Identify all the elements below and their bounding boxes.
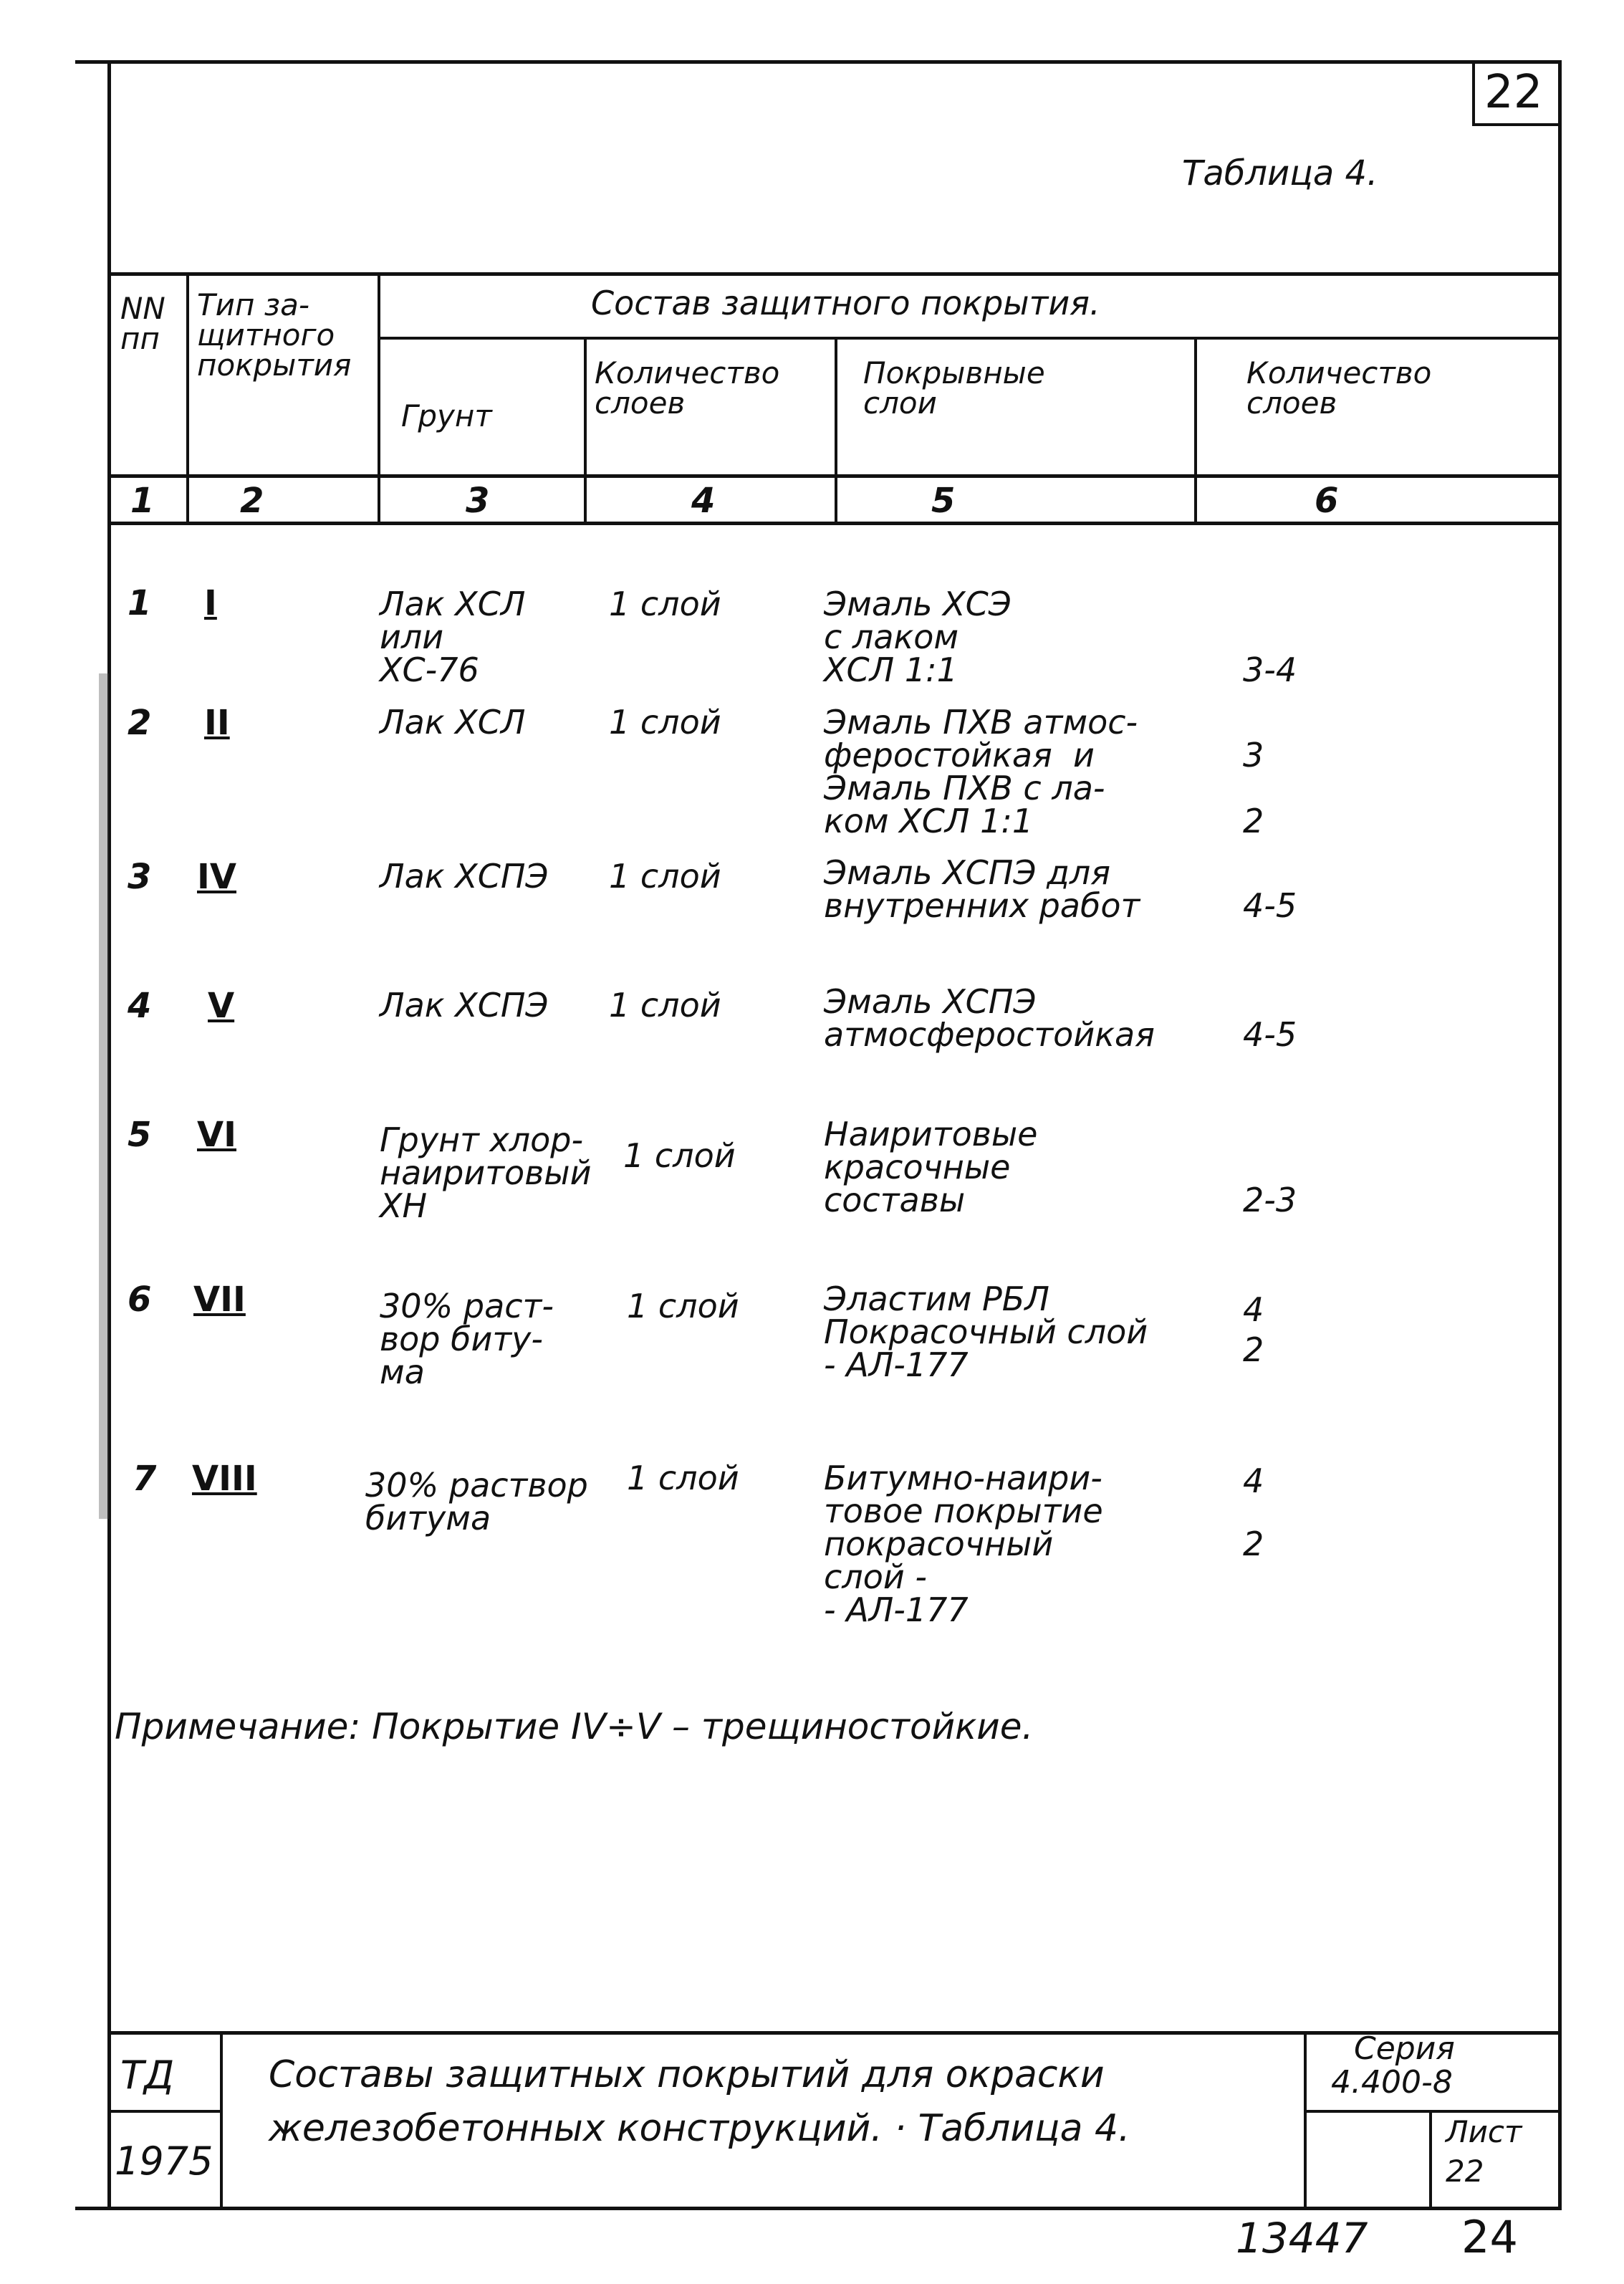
stamp-mid-left-line xyxy=(109,2110,222,2113)
row-1-primer: Лак ХСЛ или ХС-76 xyxy=(380,585,526,689)
row-3-primer: Лак ХСПЭ xyxy=(380,857,549,896)
stamp-org: ТД xyxy=(120,2053,175,2098)
row-3-number: 3 xyxy=(128,857,152,897)
row-3-cover-count: 4-5 xyxy=(1243,886,1297,925)
row-7-primer-count: 1 слой xyxy=(627,1459,739,1497)
row-4-primer-count: 1 слой xyxy=(609,986,721,1025)
row-4-cover-count: 4-5 xyxy=(1243,1015,1297,1054)
table-title: Таблица 4. xyxy=(1182,153,1378,193)
row-5-primer-count: 1 слой xyxy=(623,1136,736,1175)
row-1-primer-count: 1 слой xyxy=(609,585,721,623)
col-number-5: 5 xyxy=(931,481,956,521)
row-5-primer: Грунт хлор- наиритовый ХН xyxy=(380,1121,592,1225)
row-6-primer: 30% раст- вор биту- ма xyxy=(380,1287,554,1391)
row-7-cover: Битумно-наири- товое покрытие покрасочный слой - - АЛ-177 xyxy=(824,1459,1103,1629)
footer-inventory-number: 13447 xyxy=(1236,2214,1368,2263)
col-sep-2 xyxy=(378,272,380,524)
row-4-primer: Лак ХСПЭ xyxy=(380,986,549,1025)
row-6-primer-count: 1 слой xyxy=(627,1287,739,1325)
stamp-sheet-sep xyxy=(1429,2110,1432,2209)
col-number-4: 4 xyxy=(691,481,716,521)
row-6-type: VII xyxy=(193,1280,246,1320)
stamp-series-label: Серия xyxy=(1354,2030,1455,2067)
row-4-number: 4 xyxy=(128,986,152,1026)
footer-page-number: 24 xyxy=(1461,2211,1518,2263)
header-top-line xyxy=(109,272,1560,276)
header-type: Тип за- щитного покрытия xyxy=(197,287,352,383)
row-7-primer: 30% раствор битума xyxy=(365,1466,588,1537)
stamp-title-line2: железобетонных конструкций. · Таблица 4. xyxy=(269,2107,1130,2150)
scan-mark xyxy=(99,673,109,1519)
frame-right xyxy=(1558,60,1562,2209)
header-primer-count: Количество слоев xyxy=(595,355,780,421)
page-number-box-left xyxy=(1472,60,1475,126)
row-1-cover: Эмаль ХСЭ с лаком ХСЛ 1:1 xyxy=(824,585,1012,689)
row-2-type: II xyxy=(204,703,230,743)
header-primer: Грунт xyxy=(401,398,492,433)
page-number-box-bottom xyxy=(1472,123,1560,126)
stamp-right-sep xyxy=(1304,2031,1307,2209)
stamp-sheet-value: 22 xyxy=(1446,2154,1484,2189)
row-1-number: 1 xyxy=(128,583,152,623)
row-7-number: 7 xyxy=(133,1459,157,1499)
col-sep-4 xyxy=(835,337,837,524)
stamp-title-line1: Составы защитных покрытий для окраски xyxy=(269,2053,1105,2096)
row-2-cover-count: 3 2 xyxy=(1243,736,1264,840)
col-sep-3 xyxy=(584,337,587,524)
frame-bottom xyxy=(75,2207,1562,2210)
row-2-primer: Лак ХСЛ xyxy=(380,703,526,742)
row-2-number: 2 xyxy=(128,703,152,743)
header-group: Состав защитного покрытия. xyxy=(591,284,1100,322)
stamp-left-sep xyxy=(220,2031,223,2209)
frame-top xyxy=(75,60,1562,64)
row-5-cover: Наиритовые красочные составы xyxy=(824,1115,1038,1219)
header-group-line xyxy=(380,337,1560,340)
header-cover: Покрывные слои xyxy=(863,355,1045,421)
row-7-cover-count: 4 2 xyxy=(1243,1462,1264,1563)
col-sep-1 xyxy=(186,272,189,524)
page-number: 22 xyxy=(1484,66,1543,119)
row-3-primer-count: 1 слой xyxy=(609,857,721,896)
row-4-cover: Эмаль ХСПЭ атмосферостойкая xyxy=(824,982,1155,1054)
stamp-year: 1975 xyxy=(115,2139,213,2184)
col-number-3: 3 xyxy=(466,481,490,521)
stamp-series-value: 4.400-8 xyxy=(1331,2064,1453,2101)
col-sep-5 xyxy=(1194,337,1197,524)
row-3-cover: Эмаль ХСПЭ для внутренних работ xyxy=(824,853,1140,925)
row-1-cover-count: 3-4 xyxy=(1243,651,1297,689)
table-note: Примечание: Покрытие IV÷V – трещиностойкие. xyxy=(115,1706,1034,1747)
stamp-sheet-label: Лист xyxy=(1446,2114,1522,2149)
row-3-type: IV xyxy=(197,857,237,897)
row-5-cover-count: 2-3 xyxy=(1243,1181,1297,1219)
row-7-type: VIII xyxy=(192,1459,257,1499)
row-6-number: 6 xyxy=(128,1280,152,1320)
row-5-number: 5 xyxy=(128,1115,152,1155)
header-nn: NN пп xyxy=(120,291,165,356)
header-cover-count: Количество слоев xyxy=(1246,355,1432,421)
row-1-type: I xyxy=(204,583,217,623)
row-6-cover: Эластим РБЛ Покрасочный слой - АЛ-177 xyxy=(824,1280,1148,1384)
row-6-cover-count: 4 2 xyxy=(1243,1290,1264,1369)
col-number-1: 1 xyxy=(130,481,155,521)
row-2-primer-count: 1 слой xyxy=(609,703,721,742)
stamp-top-line xyxy=(109,2031,1560,2035)
row-5-type: VI xyxy=(197,1115,237,1155)
col-number-2: 2 xyxy=(240,481,264,521)
row-4-type: V xyxy=(208,986,235,1026)
row-2-cover: Эмаль ПХВ атмос- феростойкая и Эмаль ПХВ с ла- ком ХСЛ 1:1 xyxy=(824,703,1138,840)
col-number-6: 6 xyxy=(1315,481,1339,521)
